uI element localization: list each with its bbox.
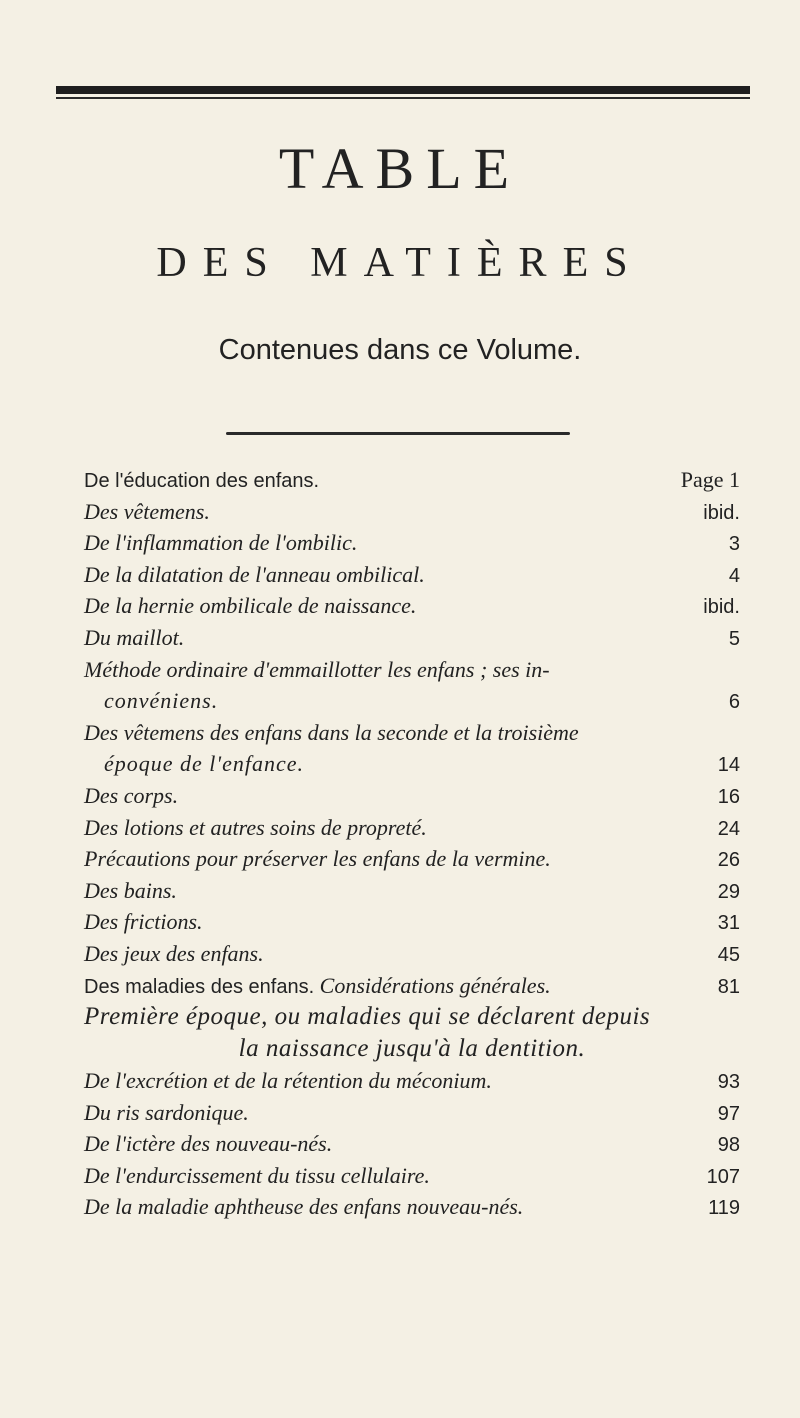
toc-entry[interactable] — [84, 875, 740, 907]
toc-entry-title: Du maillot. — [84, 624, 185, 650]
toc-entry-title: De l'éducation des enfans. — [84, 470, 320, 492]
toc-entry-page: 4 — [728, 564, 740, 587]
table-of-contents — [84, 464, 740, 1223]
toc-entry-title: De l'excrétion et de la rétention du méconium. — [84, 1068, 492, 1094]
toc-entry-page: 107 — [706, 1165, 740, 1188]
toc-entry-continuation[interactable] — [84, 748, 740, 780]
section-heading — [84, 1001, 740, 1065]
toc-entry-continuation[interactable] — [84, 685, 740, 717]
toc-entry-page: 26 — [717, 849, 740, 872]
toc-entry-page: 3 — [728, 533, 740, 556]
toc-entry-page: 24 — [717, 817, 740, 840]
toc-entry-page: 97 — [717, 1102, 740, 1125]
toc-entry-title: convéniens. — [104, 688, 219, 714]
toc-entry-title: Des frictions. — [84, 909, 203, 935]
toc-entry-page: ibid. — [703, 596, 740, 619]
toc-entry-title: Des vêtemens des enfans dans la seconde et la troisième — [84, 719, 579, 745]
toc-entry-title: Du ris sardonique. — [84, 1099, 249, 1125]
toc-entry-title: Des lotions et autres soins de propreté. — [84, 814, 427, 840]
page-title: TABLE — [278, 136, 522, 201]
toc-entry[interactable] — [84, 906, 740, 938]
toc-entry-title: De la maladie aphtheuse des enfans nouveau-nés. — [84, 1194, 524, 1220]
toc-entry-page: Page 1 — [680, 467, 740, 492]
toc-entry-title: Précautions pour préserver les enfans de la vermine. — [84, 846, 551, 872]
toc-entry[interactable] — [84, 717, 740, 749]
toc-entry-title-roman: Des maladies des enfans. — [84, 975, 315, 998]
toc-entry[interactable] — [84, 970, 740, 1002]
toc-entry[interactable] — [84, 843, 740, 875]
toc-entry[interactable] — [84, 527, 740, 559]
toc-entry-page: 93 — [717, 1071, 740, 1094]
divider-rule — [226, 432, 570, 435]
toc-entry-title: Des corps. — [84, 782, 179, 808]
toc-entry-page: 98 — [717, 1134, 740, 1157]
toc-entry-page: 5 — [728, 627, 740, 650]
toc-entry[interactable] — [84, 654, 740, 686]
toc-entry-title-italic: Considérations générales. — [319, 972, 551, 998]
toc-entry-title: Des jeux des enfans. — [84, 940, 264, 966]
toc-entry[interactable] — [84, 812, 740, 844]
top-rule-thin — [56, 97, 750, 99]
toc-entry-page: 45 — [717, 943, 740, 966]
toc-entry-title: Des bains. — [84, 877, 177, 903]
toc-entry[interactable] — [84, 464, 740, 496]
toc-entry-title: De la dilatation de l'anneau ombilical. — [84, 561, 425, 587]
toc-entry-title: De l'inflammation de l'ombilic. — [84, 530, 358, 556]
toc-entry-page: 16 — [717, 785, 740, 808]
toc-entry-title: De la hernie ombilicale de naissance. — [84, 593, 417, 619]
toc-entry-page: 6 — [728, 691, 740, 714]
section-heading-line: la naissance jusqu'à la dentition. — [238, 1035, 586, 1063]
toc-entry[interactable] — [84, 496, 740, 528]
toc-entry-page: 119 — [708, 1197, 740, 1220]
toc-entry-title — [84, 970, 708, 1004]
toc-entry[interactable] — [84, 1097, 740, 1129]
toc-entry[interactable] — [84, 938, 740, 970]
toc-entry[interactable] — [84, 622, 740, 654]
toc-entry[interactable] — [84, 1128, 740, 1160]
toc-entry[interactable] — [84, 590, 740, 622]
toc-entry-page: 31 — [717, 912, 740, 935]
page-caption: Contenues dans ce Volume. — [218, 334, 582, 366]
toc-entry-title: Méthode ordinaire d'emmaillotter les enfans ; ses in- — [84, 656, 550, 682]
toc-entry[interactable] — [84, 780, 740, 812]
toc-entry[interactable] — [84, 559, 740, 591]
toc-entry-page: ibid. — [703, 501, 740, 524]
toc-entry-page: 29 — [717, 880, 740, 903]
toc-entry-title: Des vêtemens. — [84, 498, 210, 524]
toc-entry[interactable] — [84, 1065, 740, 1097]
toc-entry-page: 14 — [717, 754, 740, 777]
toc-entry-title: De l'endurcissement du tissu cellulaire. — [84, 1162, 430, 1188]
toc-entry-title: De l'ictère des nouveau-nés. — [84, 1131, 333, 1157]
section-heading-line: Première époque, ou maladies qui se déclarent depuis — [84, 1003, 651, 1031]
toc-entry-page: 81 — [717, 975, 740, 998]
toc-entry-title: époque de l'enfance. — [104, 751, 305, 777]
top-rule — [56, 86, 750, 94]
toc-entry[interactable] — [84, 1191, 740, 1223]
toc-entry[interactable] — [84, 1160, 740, 1192]
page-subtitle: DES MATIÈRES — [156, 240, 644, 286]
